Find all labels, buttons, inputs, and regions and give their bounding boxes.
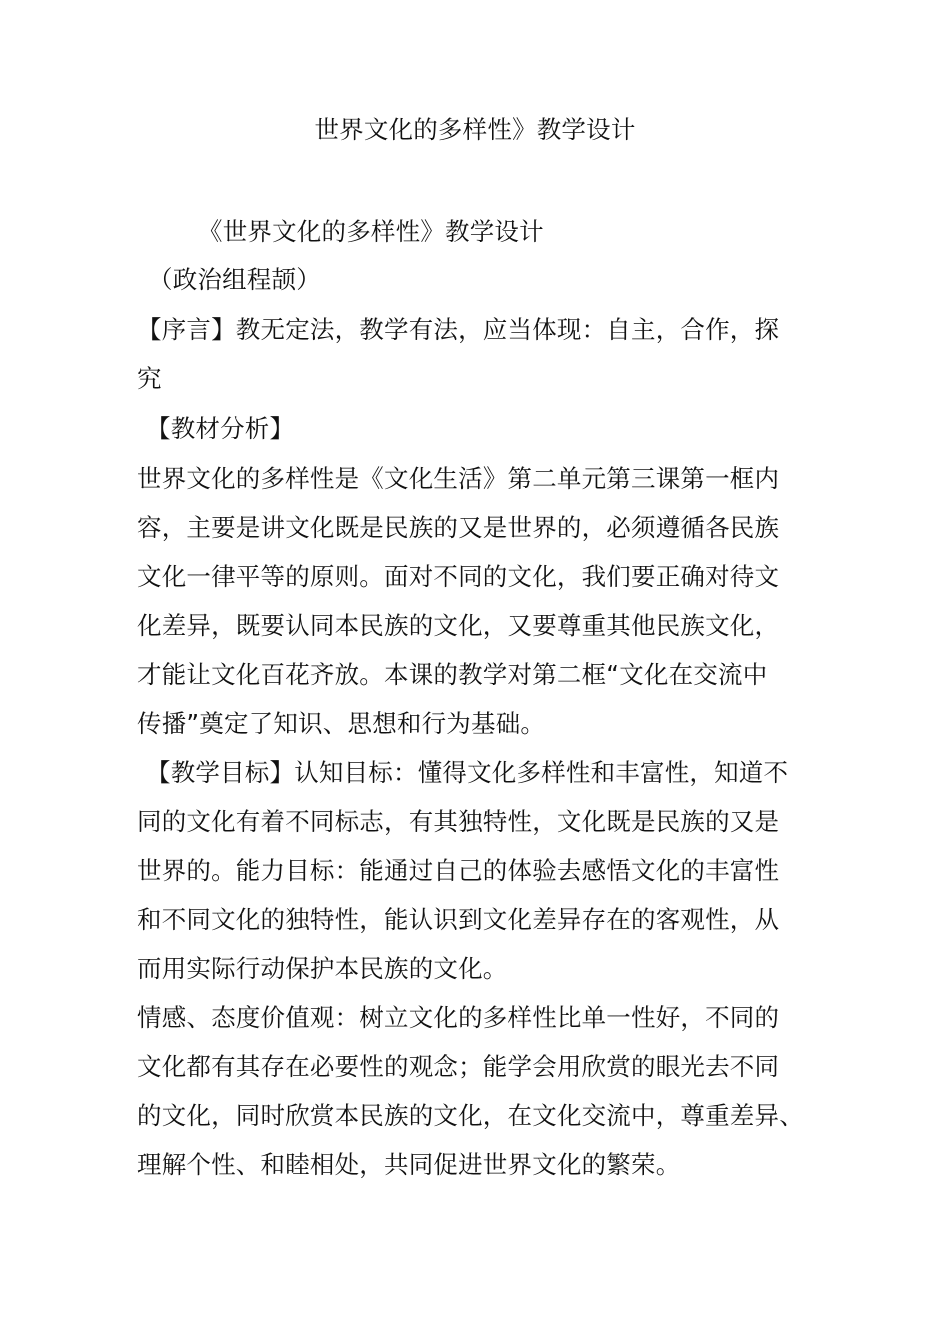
analysis-line-1: 世界文化的多样性是《文化生活》第二单元第三课第一框内: [137, 464, 780, 493]
emotion-line-4: 理解个性、和睦相处，共同促进世界文化的繁荣。: [137, 1150, 681, 1179]
emotion-line-3: 的文化，同时欣赏本民族的文化，在文化交流中，尊重差异、: [137, 1101, 804, 1130]
preface-line-2: 究: [137, 364, 162, 393]
analysis-heading: 【教材分析】: [146, 414, 295, 443]
objectives-line-4: 和不同文化的独特性，能认识到文化差异存在的客观性，从: [137, 905, 780, 934]
objectives-line-2: 同的文化有着不同标志，有其独特性，文化既是民族的又是: [137, 807, 780, 836]
analysis-line-2: 容，主要是讲文化既是民族的又是世界的，必须遵循各民族: [137, 513, 780, 542]
analysis-line-6: 传播”奠定了知识、思想和行为基础。: [137, 709, 546, 738]
objectives-line-1: 【教学目标】认知目标：懂得文化多样性和丰富性，知道不: [146, 758, 789, 787]
analysis-line-3: 文化一律平等的原则。面对不同的文化，我们要正确对待文: [137, 562, 780, 591]
document-title: 世界文化的多样性》教学设计: [314, 115, 636, 144]
emotion-line-2: 文化都有其存在必要性的观念；能学会用欣赏的眼光去不同: [137, 1052, 780, 1081]
preface-line-1: 【序言】教无定法，教学有法，应当体现：自主，合作，探: [137, 315, 780, 344]
analysis-line-5: 才能让文化百花齐放。本课的教学对第二框“文化在交流中: [137, 660, 768, 689]
objectives-line-3: 世界的。能力目标：能通过自己的体验去感悟文化的丰富性: [137, 856, 780, 885]
analysis-line-4: 化差异，既要认同本民族的文化，又要尊重其他民族文化，: [137, 611, 780, 640]
author-line: （政治组程颉）: [148, 265, 321, 294]
lesson-title: 《世界文化的多样性》教学设计: [198, 217, 544, 246]
objectives-line-5: 而用实际行动保护本民族的文化。: [137, 954, 508, 983]
emotion-line-1: 情感、态度价值观：树立文化的多样性比单一性好，不同的: [137, 1003, 780, 1032]
